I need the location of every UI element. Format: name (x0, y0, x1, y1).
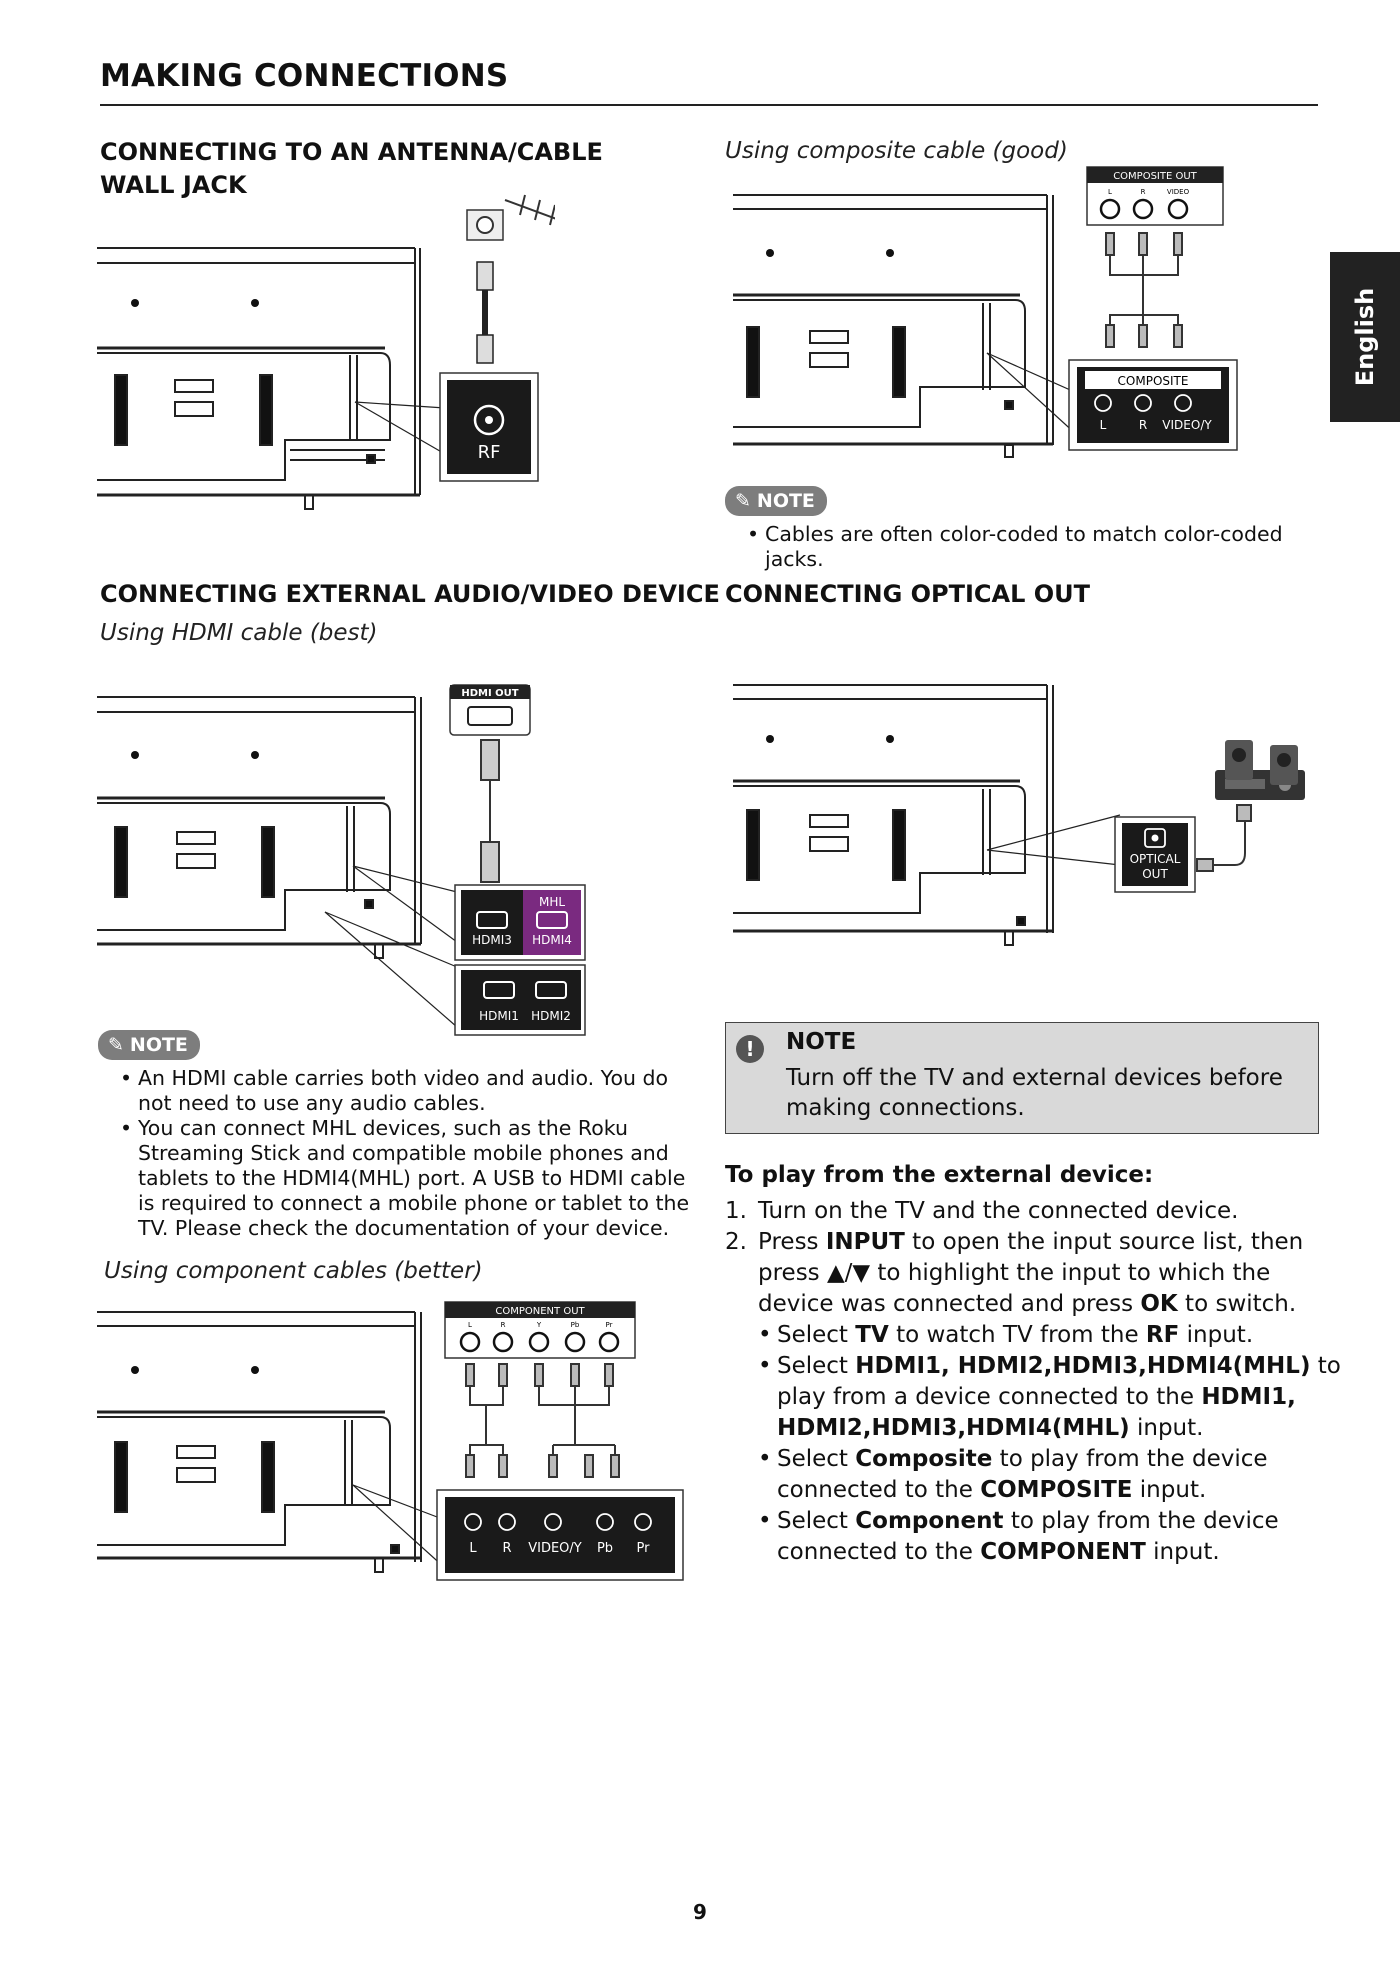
hdmi1-label: HDMI1 (479, 1009, 519, 1023)
port-label: L (469, 1541, 477, 1556)
tv-rear-panel (97, 697, 421, 958)
sub-bullet: • Select TV to watch TV from the RF input. (725, 1320, 1345, 1351)
component-cables (466, 1364, 619, 1477)
screw-dot (251, 299, 259, 307)
tv-rear-panel (97, 248, 420, 509)
list-item: • You can connect MHL devices, such as the Roku Streaming Stick and compatible mobile phones and tablets to the HDMI4(MHL) port. A USB to HDMI cable is required to connect a mobile phone or tablet to the TV. Please check the documentation of your device. (118, 1116, 708, 1241)
title-divider (100, 104, 1318, 106)
composite-out-title: COMPOSITE OUT (1113, 171, 1197, 182)
component-out-title: COMPONENT OUT (495, 1306, 585, 1317)
audio-receiver-icon (1215, 740, 1305, 800)
port-label: L (1099, 418, 1107, 432)
rf-callout-lines (355, 402, 445, 454)
hdmi-cable (481, 740, 499, 882)
component-diagram (95, 1300, 695, 1590)
tv-rear-panel (97, 1312, 421, 1572)
hdmi4-label: HDMI4 (532, 933, 572, 947)
sub-bullet: • Select HDMI1, HDMI2,HDMI3,HDMI4(MHL) to play from a device connected to the HDMI1, HDMI2,HDMI3,HDMI4(MHL) input. (725, 1351, 1345, 1444)
language-tab-label: English (1351, 287, 1379, 387)
coax-cable (477, 262, 493, 363)
hdmi3-label: HDMI3 (472, 933, 512, 947)
note-label: NOTE (756, 490, 815, 512)
optical-label: OPTICAL (1129, 852, 1181, 866)
rf-label: RF (477, 442, 501, 463)
step-text: to switch. (1177, 1291, 1297, 1317)
sub-bullet: • Select Component to play from the device connected to the COMPONENT input. (725, 1506, 1345, 1568)
port-label: Y (536, 1321, 542, 1329)
component-caption: Using component cables (better) (104, 1258, 483, 1284)
play-instructions (725, 1160, 1345, 1568)
port-label: Pr (605, 1321, 613, 1329)
port-label: R (1138, 418, 1148, 432)
port-label: Pb (570, 1321, 580, 1329)
optical-diagram (725, 675, 1305, 955)
tv-rear-panel (733, 685, 1053, 945)
av-heading: CONNECTING EXTERNAL AUDIO/VIDEO DEVICE (100, 580, 720, 608)
step-keyword: INPUT (825, 1229, 905, 1255)
rca-jack-icons (1101, 200, 1187, 218)
page-title: MAKING CONNECTIONS (100, 58, 509, 94)
hdmi-diagram (95, 682, 635, 1042)
optical-heading: CONNECTING OPTICAL OUT (725, 580, 1091, 608)
page-number: 9 (693, 1900, 707, 1924)
step-keyword: OK (1140, 1291, 1178, 1317)
port-label: R (1140, 188, 1146, 196)
list-item: • Cables are often color-coded to match color-coded jacks. (745, 522, 1335, 572)
language-tab (1330, 252, 1400, 422)
list-item: • An HDMI cable carries both video and audio. You do not need to use any audio cables. (118, 1066, 708, 1116)
step-text: to open the input source list, then press ▲/▼ to highlight the input to which the device was connected and press (758, 1229, 1304, 1317)
component-input-panel (445, 1497, 675, 1573)
composite-diagram (725, 165, 1245, 465)
antenna-icon (505, 195, 555, 270)
port-label: R (500, 1321, 506, 1329)
port-label: L (1108, 188, 1112, 196)
port-label: Pr (636, 1541, 650, 1556)
note-label: NOTE (129, 1034, 188, 1056)
step-text: Press (758, 1229, 826, 1255)
hdmi-port-icon (468, 707, 512, 725)
screw-dot (131, 299, 139, 307)
play-title: To play from the external device: (725, 1162, 1154, 1188)
sub-bullet: • Select Composite to play from the device connected to the COMPOSITE input. (725, 1444, 1345, 1506)
optical-cable (1197, 805, 1251, 871)
hdmi-note-badge (98, 1030, 200, 1060)
mhl-label: MHL (538, 895, 566, 909)
composite-note-list (745, 522, 1335, 572)
warning-title: NOTE (786, 1029, 857, 1055)
warning-text: Turn off the TV and external devices before making connections. (786, 1065, 1283, 1121)
port-label: Pb (596, 1541, 614, 1556)
composite-note-badge (725, 486, 827, 516)
pencil-icon: ✎ (735, 490, 751, 512)
warning-icon: ! (736, 1035, 764, 1063)
warning-note-box (725, 1022, 1319, 1134)
tv-rear-panel (733, 195, 1053, 457)
port-label: VIDEO/Y (1162, 418, 1212, 432)
pencil-icon: ✎ (108, 1034, 124, 1056)
optical-label: OUT (1142, 867, 1168, 881)
antenna-diagram (95, 190, 555, 520)
port-label: L (468, 1321, 472, 1329)
hdmi-caption: Using HDMI cable (best) (100, 620, 378, 646)
step-1: 1. Turn on the TV and the connected device. (725, 1198, 1239, 1224)
composite-cables (1106, 233, 1182, 347)
step-2: 2. Press INPUT to open the input source list, then press ▲/▼ to highlight the input to which the device was connected and press OK to switch. (725, 1229, 1304, 1317)
composite-input-title: COMPOSITE (1117, 374, 1189, 388)
hdmi-out-label: HDMI OUT (461, 688, 519, 699)
composite-caption: Using composite cable (good) (725, 138, 1068, 164)
step-1-text: Turn on the TV and the connected device. (758, 1198, 1239, 1224)
hdmi2-label: HDMI2 (531, 1009, 571, 1023)
antenna-heading: CONNECTING TO AN ANTENNA/CABLE WALL JACK (100, 138, 603, 199)
port-label: VIDEO/Y (528, 1541, 582, 1556)
port-label: R (502, 1541, 512, 1556)
hdmi-note-list (118, 1066, 708, 1241)
port-label: VIDEO (1166, 188, 1190, 196)
